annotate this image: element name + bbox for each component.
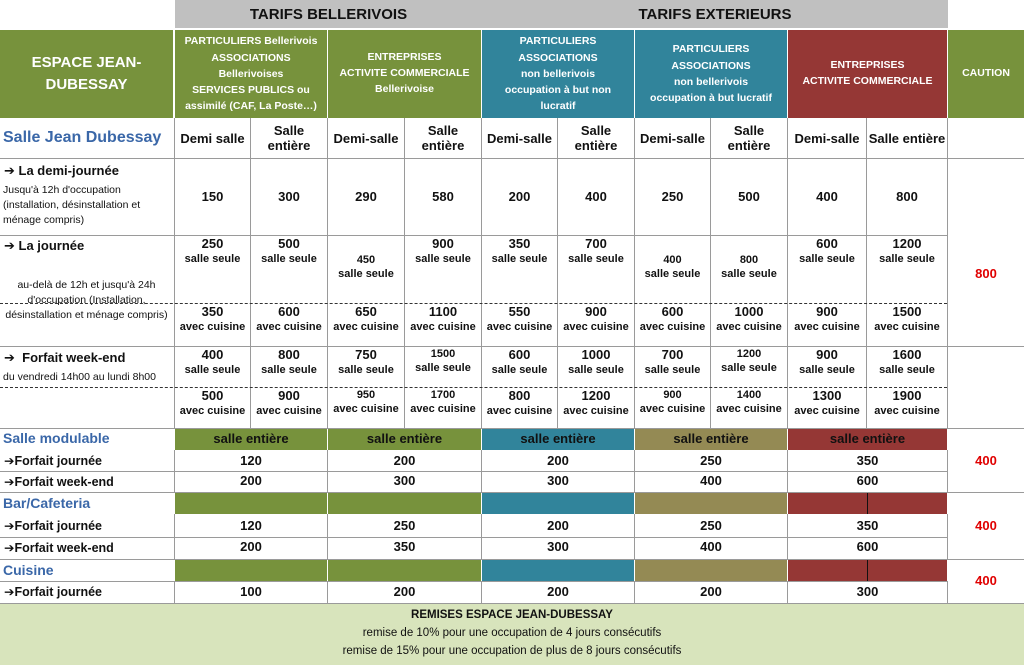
band-green xyxy=(175,492,327,514)
label-avec-cuisine: avec cuisine xyxy=(716,402,782,415)
price: 700 xyxy=(585,236,607,251)
price: 800 xyxy=(508,388,531,403)
price-journee-salle-seule xyxy=(482,237,557,277)
price: 1000 xyxy=(581,347,611,362)
header-espace: ESPACE JEAN-DUBESSAY xyxy=(0,30,173,118)
grid-vline xyxy=(947,118,948,428)
price-demi-journee xyxy=(175,160,250,235)
note-demi-journee: Jusqu'à 12h d'occupation (installation, désinstallation et ménage compris) xyxy=(3,184,141,227)
band-olive xyxy=(635,559,787,581)
label-salle-seule: salle seule xyxy=(415,361,471,374)
grid-hline xyxy=(0,428,1024,429)
price-demi-journee xyxy=(328,160,404,235)
price: 200 xyxy=(240,472,262,488)
subhead-salle-entiere xyxy=(405,120,481,158)
label-avec-cuisine: avec cuisine xyxy=(874,320,940,333)
price: 250 xyxy=(201,236,224,251)
price-bar-journee xyxy=(482,516,634,536)
price-bar-journee xyxy=(328,516,481,536)
label-avec-cuisine: avec cuisine xyxy=(639,402,706,415)
price-weekend-avec-cuisine xyxy=(788,389,866,429)
band-green xyxy=(328,492,481,514)
header-col-particuliers-non-lucratif: PARTICULIERS ASSOCIATIONS non bellerivois occupation à but non lucratif xyxy=(482,30,634,118)
band-green xyxy=(328,428,481,450)
label-salle-seule: salle seule xyxy=(261,252,317,265)
row-label-demi-journee: ➔ La demi-journée xyxy=(4,163,119,178)
price-weekend-salle-seule xyxy=(711,348,787,388)
remises-title: REMISES ESPACE JEAN-DUBESSAY xyxy=(411,609,613,622)
price-bar-journee xyxy=(175,516,327,536)
banner-salle-entiere: salle entière xyxy=(520,430,596,446)
label-salle-seule: salle seule xyxy=(491,252,548,265)
grid-vline xyxy=(947,581,948,603)
price: 900 xyxy=(663,389,682,401)
grid-hline xyxy=(0,603,1024,604)
price: 200 xyxy=(547,452,569,468)
label-salle-seule: salle seule xyxy=(184,363,241,376)
subhead-salle-entiere: Salle xyxy=(580,123,612,139)
price-journee-salle-seule xyxy=(711,254,787,294)
price: 1900 xyxy=(892,388,922,403)
price: 300 xyxy=(856,583,879,599)
price-journee-salle-seule xyxy=(405,237,481,277)
subhead-demi-salle xyxy=(328,120,404,158)
subhead-salle-entiere: Salle xyxy=(273,123,305,139)
label-salle-seule: salle seule xyxy=(338,363,394,376)
price-journee-avec-cuisine xyxy=(328,305,404,345)
price-weekend-salle-seule xyxy=(482,348,557,388)
price-weekend-avec-cuisine xyxy=(405,389,481,429)
banner-salle-entiere: salle entière xyxy=(829,430,906,446)
price: 1500 xyxy=(892,304,922,319)
label-avec-cuisine: avec cuisine xyxy=(794,404,860,417)
price: 600 xyxy=(816,236,838,251)
subhead-demi-salle xyxy=(175,120,250,158)
price: 120 xyxy=(240,517,262,533)
label-salle-seule: salle seule xyxy=(568,252,624,265)
label-salle-seule: salle seule xyxy=(879,363,935,376)
section-title-cuisine: Cuisine xyxy=(3,562,54,578)
price: 650 xyxy=(355,304,377,319)
label-avec-cuisine: avec cuisine xyxy=(486,404,553,417)
price: 300 xyxy=(278,189,300,205)
grid-vline xyxy=(404,118,405,428)
grid-vline xyxy=(866,118,867,428)
price: 1200 xyxy=(581,388,611,403)
band-red xyxy=(788,428,947,450)
price: 550 xyxy=(508,304,531,319)
price-journee-avec-cuisine xyxy=(175,305,250,345)
grid-vline xyxy=(174,118,175,428)
price: 200 xyxy=(393,583,416,599)
price-modulable-week-end xyxy=(482,471,634,491)
price: 120 xyxy=(240,452,262,468)
label-avec-cuisine: avec cuisine xyxy=(410,320,476,333)
price-cuisine-journee xyxy=(175,582,327,602)
band-divider xyxy=(867,492,868,514)
grid-hline xyxy=(0,235,947,236)
price: 600 xyxy=(856,472,879,488)
band-green xyxy=(328,559,481,581)
label-salle-seule: salle seule xyxy=(338,267,394,280)
price: 400 xyxy=(585,189,607,205)
dashed-separator xyxy=(0,303,947,304)
subhead-salle-entiere xyxy=(558,120,634,158)
grid-hline xyxy=(0,492,1024,493)
label-salle-seule: salle seule xyxy=(721,267,777,280)
header-caution: CAUTION xyxy=(948,30,1024,118)
price-cuisine-journee xyxy=(788,582,947,602)
price-journee-avec-cuisine xyxy=(405,305,481,345)
header-col-entreprises-bellerivoise: ENTREPRISES ACTIVITE COMMERCIALE Bellerivoise xyxy=(328,30,481,118)
price: 350 xyxy=(508,236,531,251)
row-label-bar-journee: ➔Forfait journée xyxy=(4,519,102,533)
price: 250 xyxy=(393,517,416,533)
header-col-particuliers-lucratif: PARTICULIERS ASSOCIATIONS non bellerivois occupation à but lucratif xyxy=(635,30,787,118)
price-weekend-salle-seule xyxy=(175,348,250,388)
label-avec-cuisine: avec cuisine xyxy=(563,320,629,333)
price: 1400 xyxy=(736,389,762,401)
price: 1200 xyxy=(736,348,762,360)
caution-cuisine: 400 xyxy=(975,573,997,588)
label-avec-cuisine: avec cuisine xyxy=(874,404,940,417)
price-demi-journee xyxy=(482,160,557,235)
note-journee: au-delà de 12h et jusqu'à 24h d'occupation (Installation, désinstallation et ménage compris) xyxy=(5,279,168,322)
subhead-salle-entiere xyxy=(251,120,327,158)
price: 900 xyxy=(432,236,454,251)
price: 1500 xyxy=(430,348,456,360)
row-label-bar-week-end: ➔Forfait week-end xyxy=(4,541,114,555)
banner-salle-entiere: salle entière xyxy=(366,430,443,446)
price-weekend-avec-cuisine xyxy=(175,389,250,429)
price: 200 xyxy=(700,583,722,599)
label-avec-cuisine: avec cuisine xyxy=(563,404,629,417)
price: 400 xyxy=(201,347,224,362)
price-modulable-journee xyxy=(482,451,634,471)
price-journee-avec-cuisine xyxy=(635,305,710,345)
price-cuisine-journee xyxy=(635,582,787,602)
price-modulable-journee xyxy=(788,451,947,471)
price-bar-week-end xyxy=(175,537,327,557)
section-title-bar-cafeteria: Bar/Cafeteria xyxy=(3,495,91,511)
price-journee-avec-cuisine xyxy=(482,305,557,345)
label-avec-cuisine: avec cuisine xyxy=(256,320,322,333)
grid-hline xyxy=(0,581,947,582)
price: 350 xyxy=(201,304,224,319)
price-journee-avec-cuisine xyxy=(788,305,866,345)
price: 350 xyxy=(856,452,879,468)
price: 1700 xyxy=(430,389,456,401)
price-journee-salle-seule xyxy=(867,237,947,277)
price: 600 xyxy=(508,347,531,362)
price: 350 xyxy=(856,517,879,533)
price-bar-week-end xyxy=(482,537,634,557)
subhead-demi-salle: Demi-salle xyxy=(333,130,399,146)
price: 1600 xyxy=(892,347,922,362)
band-green xyxy=(175,428,327,450)
subhead-salle-entiere: Salle entière xyxy=(868,130,946,146)
price-modulable-week-end xyxy=(635,471,787,491)
price-journee-salle-seule xyxy=(175,237,250,277)
price-journee-avec-cuisine xyxy=(867,305,947,345)
price-journee-avec-cuisine xyxy=(711,305,787,345)
remises-line-2: remise de 15% pour une occupation de plus de 8 jours consécutifs xyxy=(342,644,682,657)
price: 800 xyxy=(278,347,300,362)
grid-vline xyxy=(634,118,635,428)
price: 1300 xyxy=(812,388,842,403)
price-modulable-journee xyxy=(328,451,481,471)
price: 600 xyxy=(661,304,684,319)
price-weekend-avec-cuisine xyxy=(711,389,787,429)
band-teal xyxy=(482,492,634,514)
price-demi-journee xyxy=(405,160,481,235)
price-journee-salle-seule xyxy=(635,254,710,294)
band-red xyxy=(788,492,947,514)
price: 300 xyxy=(393,472,416,488)
price: 500 xyxy=(278,236,300,251)
grid-vline xyxy=(710,118,711,428)
price: 900 xyxy=(278,388,300,403)
price-weekend-salle-seule xyxy=(788,348,866,388)
label-avec-cuisine: avec cuisine xyxy=(333,402,399,415)
label-salle-seule: salle seule xyxy=(568,363,624,376)
subhead-demi-salle: Demi salle xyxy=(180,130,245,146)
banner-salle-entiere: salle entière xyxy=(673,430,749,446)
label-salle-seule: salle seule xyxy=(644,267,701,280)
caution-salle-jean-dubessay: 800 xyxy=(975,266,997,281)
price-bar-week-end xyxy=(635,537,787,557)
price-weekend-avec-cuisine xyxy=(558,389,634,429)
price: 600 xyxy=(856,538,879,554)
grid-hline xyxy=(0,471,947,472)
price-weekend-avec-cuisine xyxy=(635,389,710,429)
price-cuisine-journee xyxy=(328,582,481,602)
grid-vline xyxy=(481,581,482,603)
grid-hline xyxy=(0,346,1024,347)
price-journee-avec-cuisine xyxy=(558,305,634,345)
section-title-salle-modulable: Salle modulable xyxy=(3,430,110,446)
price-bar-week-end xyxy=(328,537,481,557)
subhead-demi-salle xyxy=(635,120,710,158)
label-avec-cuisine: avec cuisine xyxy=(179,404,246,417)
label-salle-seule: salle seule xyxy=(879,252,935,265)
price-weekend-salle-seule xyxy=(251,348,327,388)
price-modulable-week-end xyxy=(788,471,947,491)
price-weekend-salle-seule xyxy=(867,348,947,388)
label-avec-cuisine: avec cuisine xyxy=(179,320,246,333)
subhead-salle-entiere xyxy=(867,120,947,158)
price-bar-week-end xyxy=(788,537,947,557)
price-journee-salle-seule xyxy=(558,237,634,277)
grid-vline xyxy=(327,118,328,428)
price-journee-salle-seule xyxy=(788,237,866,277)
grid-vline xyxy=(327,581,328,603)
dashed-separator xyxy=(0,387,947,388)
label-avec-cuisine: avec cuisine xyxy=(639,320,706,333)
grid-vline xyxy=(634,581,635,603)
price-demi-journee xyxy=(867,160,947,235)
band-olive xyxy=(635,428,787,450)
price: 100 xyxy=(240,583,262,599)
price-weekend-avec-cuisine xyxy=(328,389,404,429)
header-col-particuliers-bellerivois: PARTICULIERS Bellerivois ASSOCIATIONS Bellerivoises SERVICES PUBLICS ou assimilé (CAF, La Poste…) xyxy=(175,30,327,118)
price: 750 xyxy=(355,347,377,362)
price-cuisine-journee xyxy=(482,582,634,602)
subhead-salle-entiere-2: entière xyxy=(574,138,618,153)
subhead-salle-entiere-2: entière xyxy=(267,138,311,153)
price: 900 xyxy=(816,304,838,319)
label-avec-cuisine: avec cuisine xyxy=(410,402,476,415)
price: 200 xyxy=(547,517,569,533)
price: 250 xyxy=(700,452,722,468)
band-divider xyxy=(867,559,868,581)
price: 200 xyxy=(508,189,531,205)
row-label-modulable-week-end: ➔Forfait week-end xyxy=(4,475,114,489)
subhead-salle-entiere xyxy=(711,120,787,158)
price: 250 xyxy=(661,189,684,205)
price: 150 xyxy=(201,189,224,205)
row-label-journee: ➔ La journée xyxy=(4,238,85,253)
price: 400 xyxy=(663,254,682,266)
price-bar-journee xyxy=(635,516,787,536)
price: 600 xyxy=(278,304,300,319)
label-salle-seule: salle seule xyxy=(184,252,241,265)
price-weekend-avec-cuisine xyxy=(867,389,947,429)
price-demi-journee xyxy=(558,160,634,235)
price-journee-salle-seule xyxy=(328,254,404,294)
price-weekend-avec-cuisine xyxy=(482,389,557,429)
subhead-demi-salle: Demi-salle xyxy=(486,130,553,146)
price: 400 xyxy=(816,189,838,205)
price: 950 xyxy=(356,389,376,401)
subhead-salle-entiere-2: entière xyxy=(421,138,465,153)
price-demi-journee xyxy=(251,160,327,235)
price-journee-salle-seule xyxy=(251,237,327,277)
group-header-exterieurs: TARIFS EXTERIEURS xyxy=(482,0,948,28)
label-salle-seule: salle seule xyxy=(799,252,855,265)
price-demi-journee xyxy=(635,160,710,235)
price: 300 xyxy=(547,472,569,488)
price: 900 xyxy=(816,347,838,362)
label-salle-seule: salle seule xyxy=(415,252,471,265)
subhead-salle-entiere-2: entière xyxy=(727,138,771,153)
subhead-salle-entiere: Salle xyxy=(427,123,459,139)
caution-salle-modulable: 400 xyxy=(975,453,997,468)
row-label-forfait-week-end: ➔ Forfait week-end xyxy=(4,350,126,365)
price-bar-journee xyxy=(788,516,947,536)
price-modulable-week-end xyxy=(328,471,481,491)
price: 400 xyxy=(700,472,722,488)
price: 290 xyxy=(355,189,377,205)
section-title-salle-jean-dubessay: Salle Jean Dubessay xyxy=(3,129,162,146)
remises-line-1: remise de 10% pour une occupation de 4 jours consécutifs xyxy=(362,627,662,640)
price: 800 xyxy=(896,189,918,205)
row-label-modulable-journee: ➔Forfait journée xyxy=(4,454,102,468)
price-modulable-week-end xyxy=(175,471,327,491)
price: 580 xyxy=(432,189,454,205)
price-modulable-journee xyxy=(635,451,787,471)
grid-vline xyxy=(174,581,175,603)
grid-vline xyxy=(250,118,251,428)
note-week-end: du vendredi 14h00 au lundi 8h00 xyxy=(3,371,156,383)
band-red xyxy=(788,559,947,581)
grid-vline xyxy=(557,118,558,428)
subhead-demi-salle xyxy=(482,120,557,158)
price-weekend-salle-seule xyxy=(405,348,481,388)
grid-vline xyxy=(947,514,948,559)
subhead-demi-salle: Demi-salle xyxy=(794,130,860,146)
footer-remises xyxy=(0,603,1024,665)
label-avec-cuisine: avec cuisine xyxy=(486,320,553,333)
band-olive xyxy=(635,492,787,514)
price: 800 xyxy=(739,254,759,266)
price: 500 xyxy=(201,388,224,403)
row-label-cuisine-journee: ➔Forfait journée xyxy=(4,585,102,599)
label-avec-cuisine: avec cuisine xyxy=(256,404,322,417)
price-weekend-salle-seule xyxy=(558,348,634,388)
price: 400 xyxy=(700,538,722,554)
subhead-demi-salle xyxy=(788,120,866,158)
label-salle-seule: salle seule xyxy=(491,363,548,376)
subhead-demi-salle: Demi-salle xyxy=(639,130,706,146)
grid-vline xyxy=(787,581,788,603)
price: 250 xyxy=(700,517,722,533)
grid-hline xyxy=(0,158,1024,159)
price: 1000 xyxy=(734,304,764,319)
price-demi-journee xyxy=(788,160,866,235)
price: 200 xyxy=(547,583,569,599)
grid-vline xyxy=(787,118,788,428)
grid-vline xyxy=(481,118,482,428)
caution-bar-cafeteria: 400 xyxy=(975,518,997,533)
price: 1200 xyxy=(892,236,922,251)
price: 300 xyxy=(547,538,569,554)
banner-salle-entiere: salle entière xyxy=(213,430,289,446)
label-salle-seule: salle seule xyxy=(644,363,701,376)
price-weekend-salle-seule xyxy=(635,348,710,388)
band-teal xyxy=(482,428,634,450)
price-demi-journee xyxy=(711,160,787,235)
price: 200 xyxy=(240,538,262,554)
price-journee-avec-cuisine xyxy=(251,305,327,345)
price-modulable-journee xyxy=(175,451,327,471)
price: 350 xyxy=(393,538,416,554)
subhead-salle-entiere: Salle xyxy=(733,123,765,139)
label-avec-cuisine: avec cuisine xyxy=(333,320,399,333)
label-salle-seule: salle seule xyxy=(721,361,777,374)
price: 700 xyxy=(661,347,684,362)
group-header-bellerivois: TARIFS BELLERIVOIS xyxy=(175,0,482,28)
header-col-entreprises-exterieures: ENTREPRISES ACTIVITE COMMERCIALE xyxy=(788,30,947,118)
label-salle-seule: salle seule xyxy=(261,363,317,376)
price: 1100 xyxy=(428,304,458,319)
price-weekend-salle-seule xyxy=(328,348,404,388)
price: 200 xyxy=(393,452,416,468)
grid-vline xyxy=(947,450,948,492)
price: 500 xyxy=(738,189,760,205)
grid-hline xyxy=(0,537,947,538)
grid-hline xyxy=(0,559,1024,560)
price-weekend-avec-cuisine xyxy=(251,389,327,429)
price: 900 xyxy=(585,304,607,319)
band-teal xyxy=(482,559,634,581)
price: 450 xyxy=(356,254,376,266)
label-avec-cuisine: avec cuisine xyxy=(794,320,860,333)
band-green xyxy=(175,559,327,581)
label-avec-cuisine: avec cuisine xyxy=(716,320,782,333)
label-salle-seule: salle seule xyxy=(799,363,855,376)
